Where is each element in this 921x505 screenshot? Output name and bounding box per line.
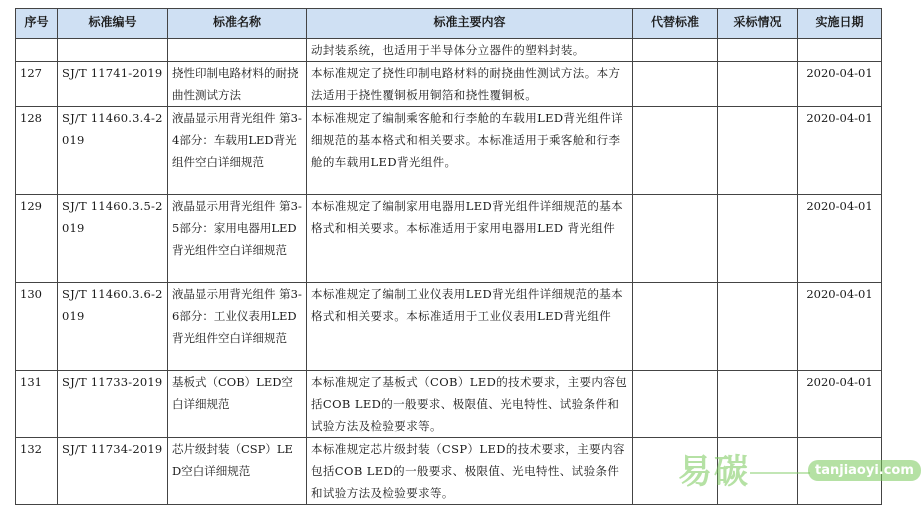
table-row: [16, 195, 882, 283]
cell-replace: [633, 371, 718, 438]
cell-date: 2020-04-01: [798, 283, 882, 371]
cell-adopt: [718, 195, 798, 283]
table-row: [16, 62, 882, 107]
cell-replace: [633, 195, 718, 283]
watermark-logo-text: 易碳: [678, 452, 750, 492]
cell-code: SJ/T 11733-2019: [58, 371, 168, 438]
header-content: 标准主要内容: [307, 9, 633, 39]
cell-content: 本标准规定了基板式（COB）LED的技术要求，主要内容包括COB LED的一般要求、极限值、光电特性、试验条件和试验方法及检验要求等。: [307, 371, 633, 438]
header-serial: 序号: [16, 9, 58, 39]
cell-date: 2020-04-01: [798, 62, 882, 107]
cell-adopt: [718, 283, 798, 371]
header-code: 标准编号: [58, 9, 168, 39]
cell-name: 基板式（COB）LED空白详细规范: [168, 371, 307, 438]
cell-replace: [633, 107, 718, 195]
cell-name: 挠性印制电路材料的耐挠曲性测试方法: [168, 62, 307, 107]
watermark-url: tanjiaoyi.com: [808, 460, 921, 481]
table-row: [16, 283, 882, 371]
cell-name: 芯片级封装（CSP）LED空白详细规范: [168, 438, 307, 505]
header-replace: 代替标准: [633, 9, 718, 39]
cell-replace: [633, 283, 718, 371]
cell-serial: 128: [16, 107, 58, 195]
cell-name: 液晶显示用背光组件 第3-6部分：工业仪表用LED背光组件空白详细规范: [168, 283, 307, 371]
cell-content: 本标准规定了编制工业仪表用LED背光组件详细规范的基本格式和相关要求。本标准适用于工业仪表用LED背光组件: [307, 283, 633, 371]
cell-adopt: [718, 62, 798, 107]
table-header-row: [16, 9, 882, 39]
cell-date: 2020-04-01: [798, 195, 882, 283]
cell-serial: 127: [16, 62, 58, 107]
cell-code: SJ/T 11460.3.6-2019: [58, 283, 168, 371]
cell-code: SJ/T 11734-2019: [58, 438, 168, 505]
cell-serial: 131: [16, 371, 58, 438]
cell-content: 动封装系统，也适用于半导体分立器件的塑料封装。: [307, 39, 633, 62]
watermark-divider: [750, 472, 810, 474]
header-adopt: 采标情况: [718, 9, 798, 39]
cell-date: 2020-04-01: [798, 371, 882, 438]
cell-serial: 129: [16, 195, 58, 283]
cell-serial: 132: [16, 438, 58, 505]
cell-name: 液晶显示用背光组件 第3-4部分：车载用LED背光组件空白详细规范: [168, 107, 307, 195]
cell-content: 本标准规定了挠性印制电路材料的耐挠曲性测试方法。本方法适用于挠性覆铜板用铜箔和挠性覆铜板。: [307, 62, 633, 107]
cell-replace: [633, 62, 718, 107]
cell-serial: 130: [16, 283, 58, 371]
cell-adopt: [718, 107, 798, 195]
cell-content: 本标准规定了编制家用电器用LED背光组件详细规范的基本格式和相关要求。本标准适用于家用电器用LED 背光组件: [307, 195, 633, 283]
table-row-continuation: [16, 39, 882, 62]
header-date: 实施日期: [798, 9, 882, 39]
cell-content: 本标准规定了编制乘客舱和行李舱的车载用LED背光组件详细规范的基本格式和相关要求。本标准适用于乘客舱和行李舱的车载用LED背光组件。: [307, 107, 633, 195]
table-row: [16, 107, 882, 195]
cell-name: 液晶显示用背光组件 第3-5部分：家用电器用LED背光组件空白详细规范: [168, 195, 307, 283]
cell-code: SJ/T 11460.3.5-2019: [58, 195, 168, 283]
watermark-logo: [678, 452, 914, 500]
cell-code: SJ/T 11741-2019: [58, 62, 168, 107]
cell-code: SJ/T 11460.3.4-2019: [58, 107, 168, 195]
cell-date: 2020-04-01: [798, 107, 882, 195]
cell-adopt: [718, 371, 798, 438]
table-row: [16, 371, 882, 438]
header-name: 标准名称: [168, 9, 307, 39]
cell-content: 本标准规定芯片级封装（CSP）LED的技术要求，主要内容包括COB LED的一般要求、极限值、光电特性、试验条件和试验方法及检验要求等。: [307, 438, 633, 505]
standards-table: [15, 8, 882, 505]
